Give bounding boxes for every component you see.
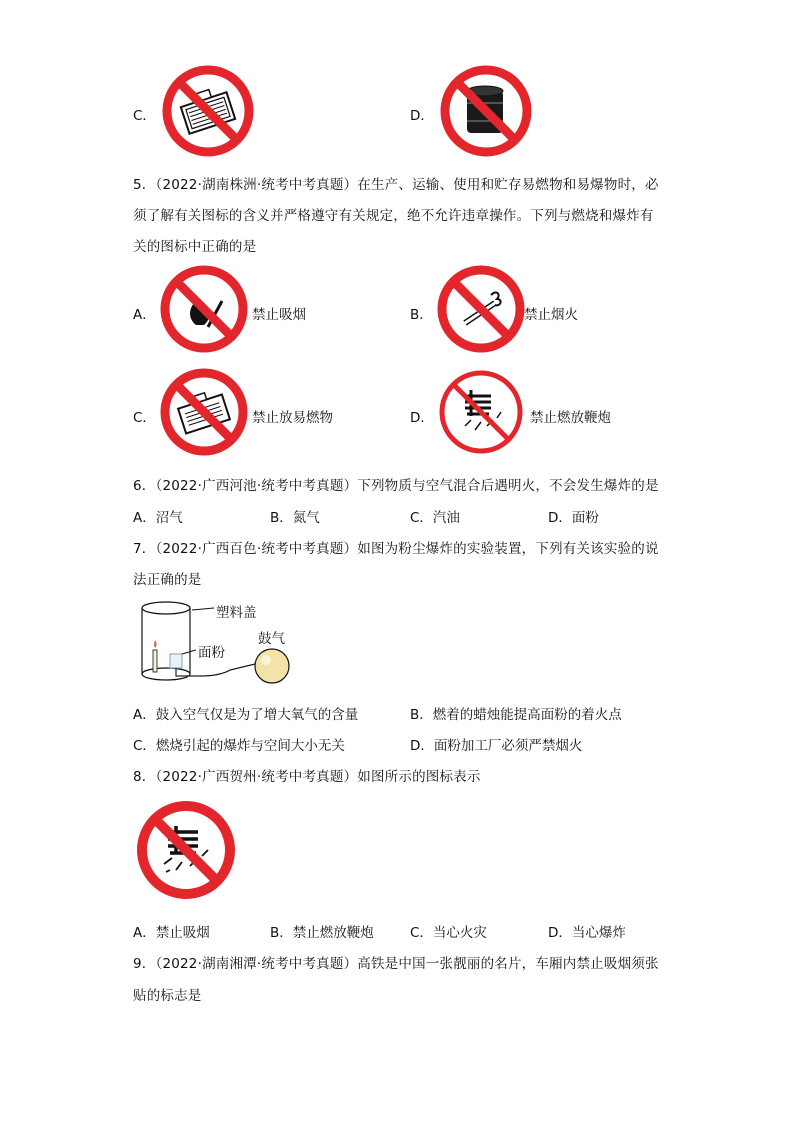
figure-label-lid: 塑料盖 (216, 605, 257, 621)
q8-stem-line1: 8．（2022·广西贺州·统考中考真题）如图所示的图标表示 (133, 769, 481, 785)
q5-option-a-letter: A． (133, 307, 156, 323)
no-smoking-sign-icon (160, 265, 248, 353)
q5-option-a-label: 禁止吸烟 (252, 307, 306, 323)
figure-label-blower: 鼓气 (258, 631, 285, 647)
no-fire-sign-icon (437, 265, 525, 353)
q6-option-c: C．汽油 (410, 510, 460, 526)
q7-stem-line2: 法正确的是 (133, 572, 202, 588)
q5-option-b-label: 禁止烟火 (524, 307, 578, 323)
q5-stem-line1: 5．（2022·湖南株洲·统考中考真题）在生产、运输、使用和贮存易燃物和易爆物时，必 (133, 177, 659, 193)
option-c-letter: C． (133, 108, 156, 124)
q6-option-d: D．面粉 (548, 510, 599, 526)
q5-option-c-letter: C． (133, 410, 156, 426)
option-d-letter: D． (410, 108, 434, 124)
q5-option-d-letter: D． (410, 410, 434, 426)
q7-option-c: C．燃烧引起的爆炸与空间大小无关 (133, 738, 345, 754)
q6-stem-line1: 6．（2022·广西河池·统考中考真题）下列物质与空气混合后遇明火，不会发生爆炸的是 (133, 478, 659, 494)
q9-stem-line2: 贴的标志是 (133, 988, 202, 1004)
q7-option-a: A．鼓入空气仅是为了增大氧气的含量 (133, 707, 359, 723)
q5-option-c-label: 禁止放易燃物 (252, 410, 333, 426)
q8-option-a: A．禁止吸烟 (133, 925, 210, 941)
q5-stem-line3: 关的图标中正确的是 (133, 239, 257, 255)
no-firecrackers-large-sign-icon (136, 800, 236, 900)
q7-stem-line1: 7．（2022·广西百色·统考中考真题）如图为粉尘爆炸的实验装置，下列有关该实验的说 (133, 541, 659, 557)
q5-stem-line2: 须了解有关图标的含义并严格遵守有关规定，绝不允许违章操作。下列与燃烧和爆炸有 (133, 208, 654, 224)
q6-option-a: A．沼气 (133, 510, 183, 526)
q8-option-d: D．当心爆炸 (548, 925, 626, 941)
q9-stem-line1: 9．（2022·湖南湘潭·统考中考真题）高铁是中国一张靓丽的名片，车厢内禁止吸烟须张 (133, 956, 659, 972)
no-firecrackers-sign-icon (437, 368, 525, 456)
q7-option-d: D．面粉加工厂必须严禁烟火 (410, 738, 583, 754)
no-matchbox-sign-icon (162, 65, 254, 157)
q8-option-c: C．当心火灾 (410, 925, 487, 941)
no-flammable-sign-icon (160, 368, 248, 456)
q8-option-b: B．禁止燃放鞭炮 (270, 925, 374, 941)
figure-label-flour: 面粉 (198, 645, 225, 661)
q6-option-b: B．氮气 (270, 510, 320, 526)
q5-option-b-letter: B． (410, 307, 433, 323)
q7-option-b: B．燃着的蜡烛能提高面粉的着火点 (410, 707, 622, 723)
no-oil-barrel-sign-icon (440, 65, 532, 157)
q5-option-d-label: 禁止燃放鞭炮 (530, 410, 611, 426)
